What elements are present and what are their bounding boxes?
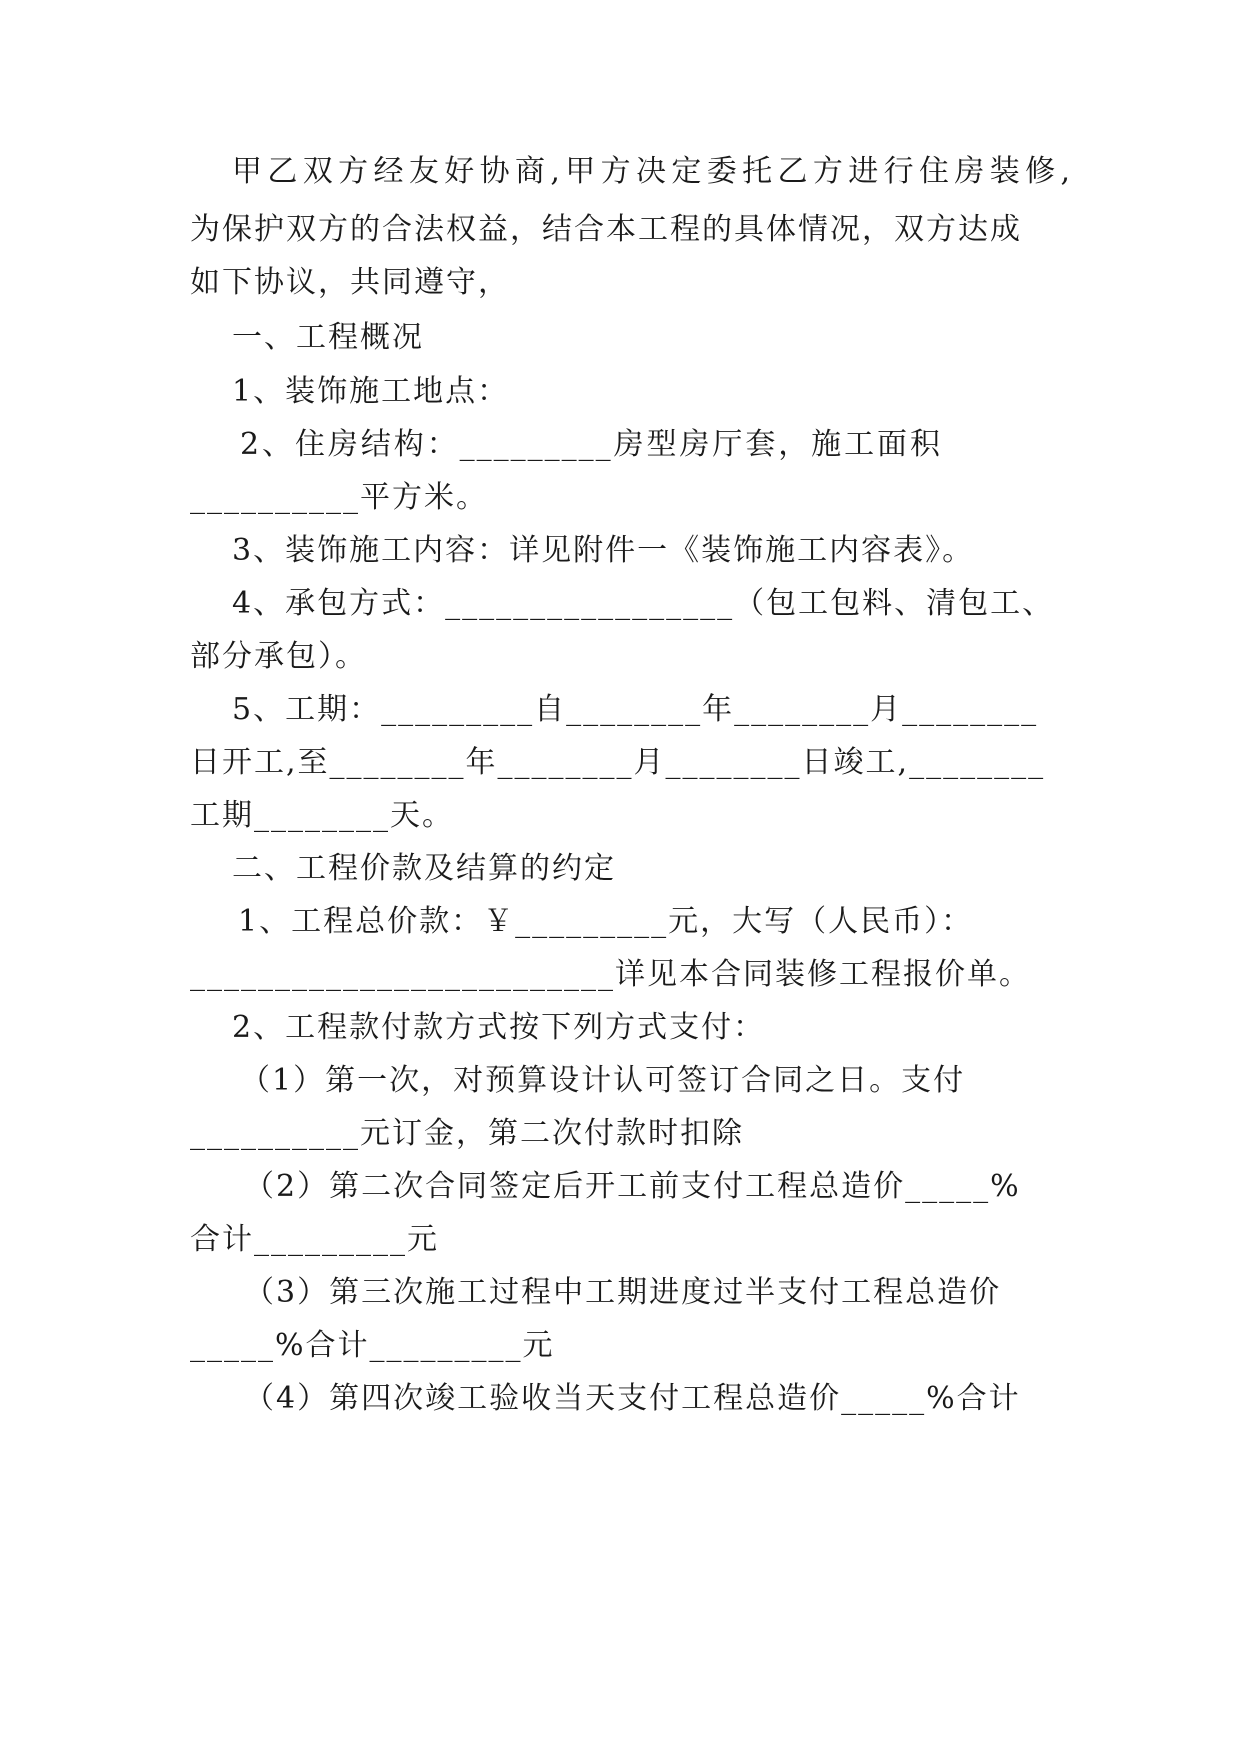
list-item: （3）第三次施工过程中工期进度过半支付工程总造价 [244, 1275, 1002, 1310]
section-heading: 一、工程概况 [232, 320, 424, 355]
paragraph-line: 部分承包）。 [190, 639, 367, 674]
list-item: 2、工程款付款方式按下列方式支付： [232, 1010, 766, 1045]
list-item: 1、装饰施工地点： [232, 374, 510, 409]
paragraph-line: 如下协议，共同遵守， [190, 265, 510, 300]
list-item: 5、工期：_________自________年________月________ [232, 692, 1039, 727]
list-item: （1）第一次，对预算设计认可签订合同之日。支付 [240, 1063, 966, 1098]
list-item: （2）第二次合同签定后开工前支付工程总造价_____% [244, 1169, 1021, 1204]
paragraph-line: _____%合计_________元 [190, 1328, 555, 1363]
paragraph-line: _________________________详见本合同装修工程报价单。 [190, 957, 1031, 992]
list-item: 2、住房结构：_________房型房厅套，施工面积 [240, 427, 942, 462]
paragraph-line: 日开工,至________年________月________日竣工,________ [190, 745, 1046, 780]
paragraph-line: 为保护双方的合法权益，结合本工程的具体情况，双方达成 [190, 212, 1022, 247]
section-heading: 二、工程价款及结算的约定 [232, 851, 616, 886]
paragraph-line: 合计_________元 [190, 1222, 439, 1257]
list-item: 3、装饰施工内容：详见附件一《装饰施工内容表》。 [232, 533, 975, 568]
list-item: 1、工程总价款：￥_________元，大写（人民币）： [238, 904, 974, 939]
paragraph-line: 甲乙双方经友好协商,甲方决定委托乙方进行住房装修, [232, 154, 1072, 189]
paragraph-line: 工期________天。 [190, 798, 454, 833]
paragraph-line: __________平方米。 [190, 480, 488, 515]
list-item: 4、承包方式：_________________（包工包料、清包工、 [232, 586, 1055, 621]
list-item: （4）第四次竣工验收当天支付工程总造价_____%合计 [244, 1381, 1021, 1416]
paragraph-line: __________元订金，第二次付款时扣除 [190, 1116, 744, 1151]
